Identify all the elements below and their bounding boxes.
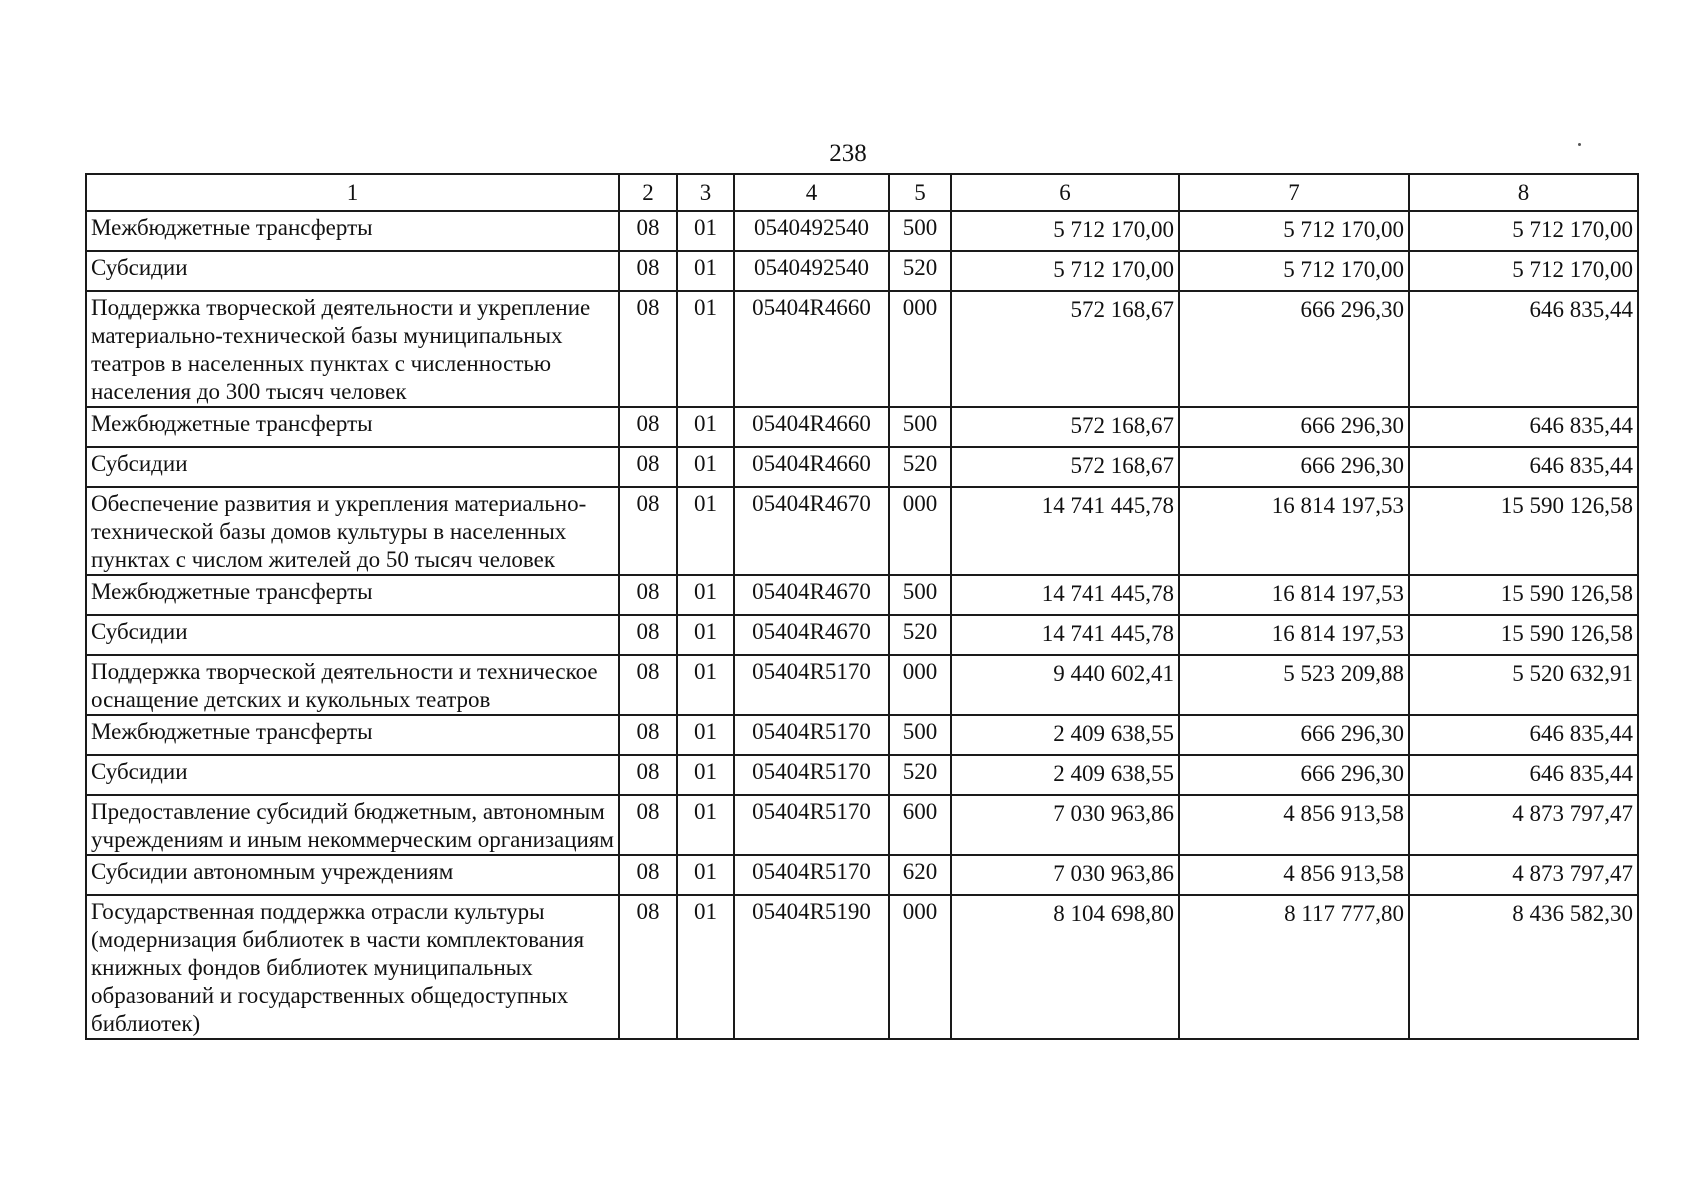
amount-col8-cell: 15 590 126,58	[1409, 487, 1638, 575]
amount-col8-cell: 4 873 797,47	[1409, 855, 1638, 895]
table-row	[86, 447, 1638, 487]
page-number: 238	[829, 140, 867, 167]
amount-col6-cell: 2 409 638,55	[951, 755, 1179, 795]
amount-col7-cell: 666 296,30	[1179, 715, 1409, 755]
amount-col8-cell: 646 835,44	[1409, 447, 1638, 487]
subsection-code-cell: 01	[677, 211, 734, 251]
amount-col6-cell: 572 168,67	[951, 407, 1179, 447]
amount-col6-cell: 14 741 445,78	[951, 575, 1179, 615]
target-article-cell: 05404R4660	[734, 447, 889, 487]
subsection-code-cell: 01	[677, 291, 734, 407]
target-article-cell: 05404R4660	[734, 407, 889, 447]
expense-type-cell: 000	[889, 487, 951, 575]
subsection-code-cell: 01	[677, 575, 734, 615]
section-code-cell: 08	[619, 487, 677, 575]
row-name-cell: Поддержка творческой деятельности и укрепление материально-технической базы муниципальных театров в населенных пунктах с численностью населения до 300 тысяч человек	[86, 291, 619, 407]
subsection-code-cell: 01	[677, 895, 734, 1039]
section-code-cell: 08	[619, 575, 677, 615]
section-code-cell: 08	[619, 895, 677, 1039]
amount-col8-cell: 5 520 632,91	[1409, 655, 1638, 715]
target-article-cell: 05404R5170	[734, 715, 889, 755]
header-row	[86, 174, 1638, 211]
amount-col6-cell: 2 409 638,55	[951, 715, 1179, 755]
table-row	[86, 615, 1638, 655]
table-row	[86, 407, 1638, 447]
subsection-code-cell: 01	[677, 487, 734, 575]
row-name-cell: Предоставление субсидий бюджетным, автономным учреждениям и иным некоммерческим организациям	[86, 795, 619, 855]
amount-col7-cell: 5 712 170,00	[1179, 251, 1409, 291]
subsection-code-cell: 01	[677, 655, 734, 715]
amount-col8-cell: 5 712 170,00	[1409, 251, 1638, 291]
amount-col7-cell: 16 814 197,53	[1179, 615, 1409, 655]
row-name-cell: Межбюджетные трансферты	[86, 211, 619, 251]
table-row	[86, 895, 1638, 1039]
subsection-code-cell: 01	[677, 715, 734, 755]
amount-col6-cell: 9 440 602,41	[951, 655, 1179, 715]
expense-type-cell: 620	[889, 855, 951, 895]
amount-col7-cell: 666 296,30	[1179, 291, 1409, 407]
expense-type-cell: 000	[889, 895, 951, 1039]
amount-col7-cell: 666 296,30	[1179, 407, 1409, 447]
amount-col8-cell: 4 873 797,47	[1409, 795, 1638, 855]
target-article-cell: 05404R5170	[734, 795, 889, 855]
table-row	[86, 251, 1638, 291]
header-cell: 7	[1179, 174, 1409, 211]
subsection-code-cell: 01	[677, 615, 734, 655]
amount-col6-cell: 14 741 445,78	[951, 487, 1179, 575]
amount-col8-cell: 646 835,44	[1409, 715, 1638, 755]
row-name-cell: Межбюджетные трансферты	[86, 715, 619, 755]
row-name-cell: Субсидии автономным учреждениям	[86, 855, 619, 895]
amount-col7-cell: 666 296,30	[1179, 447, 1409, 487]
table-row	[86, 291, 1638, 407]
target-article-cell: 05404R4670	[734, 575, 889, 615]
subsection-code-cell: 01	[677, 447, 734, 487]
row-name-cell: Субсидии	[86, 251, 619, 291]
target-article-cell: 05404R4670	[734, 487, 889, 575]
budget-table	[85, 173, 1639, 1040]
expense-type-cell: 500	[889, 715, 951, 755]
target-article-cell: 05404R5170	[734, 855, 889, 895]
table-row	[86, 755, 1638, 795]
amount-col7-cell: 16 814 197,53	[1179, 575, 1409, 615]
header-cell: 2	[619, 174, 677, 211]
section-code-cell: 08	[619, 795, 677, 855]
amount-col7-cell: 4 856 913,58	[1179, 855, 1409, 895]
table-row	[86, 575, 1638, 615]
table-body	[86, 211, 1638, 1039]
amount-col6-cell: 8 104 698,80	[951, 895, 1179, 1039]
expense-type-cell: 000	[889, 291, 951, 407]
amount-col6-cell: 5 712 170,00	[951, 251, 1179, 291]
amount-col6-cell: 14 741 445,78	[951, 615, 1179, 655]
target-article-cell: 0540492540	[734, 251, 889, 291]
row-name-cell: Межбюджетные трансферты	[86, 575, 619, 615]
amount-col6-cell: 572 168,67	[951, 447, 1179, 487]
expense-type-cell: 520	[889, 447, 951, 487]
row-name-cell: Государственная поддержка отрасли культуры (модернизация библиотек в части комплектования книжных фондов библиотек муниципальных образований и государственных общедоступных библиотек)	[86, 895, 619, 1039]
subsection-code-cell: 01	[677, 407, 734, 447]
section-code-cell: 08	[619, 715, 677, 755]
section-code-cell: 08	[619, 211, 677, 251]
amount-col6-cell: 7 030 963,86	[951, 795, 1179, 855]
target-article-cell: 05404R5170	[734, 655, 889, 715]
row-name-cell: Субсидии	[86, 755, 619, 795]
subsection-code-cell: 01	[677, 251, 734, 291]
target-article-cell: 05404R5190	[734, 895, 889, 1039]
amount-col8-cell: 8 436 582,30	[1409, 895, 1638, 1039]
expense-type-cell: 600	[889, 795, 951, 855]
amount-col6-cell: 7 030 963,86	[951, 855, 1179, 895]
amount-col8-cell: 5 712 170,00	[1409, 211, 1638, 251]
amount-col8-cell: 646 835,44	[1409, 291, 1638, 407]
header-cell: 3	[677, 174, 734, 211]
amount-col8-cell: 646 835,44	[1409, 755, 1638, 795]
expense-type-cell: 500	[889, 407, 951, 447]
target-article-cell: 05404R4660	[734, 291, 889, 407]
header-cell: 5	[889, 174, 951, 211]
amount-col7-cell: 8 117 777,80	[1179, 895, 1409, 1039]
amount-col7-cell: 5 712 170,00	[1179, 211, 1409, 251]
section-code-cell: 08	[619, 615, 677, 655]
header-cell: 1	[86, 174, 619, 211]
subsection-code-cell: 01	[677, 755, 734, 795]
header-cell: 6	[951, 174, 1179, 211]
expense-type-cell: 520	[889, 251, 951, 291]
section-code-cell: 08	[619, 755, 677, 795]
scan-speck	[1578, 143, 1581, 146]
table-row	[86, 655, 1638, 715]
section-code-cell: 08	[619, 655, 677, 715]
amount-col7-cell: 4 856 913,58	[1179, 795, 1409, 855]
section-code-cell: 08	[619, 251, 677, 291]
amount-col8-cell: 646 835,44	[1409, 407, 1638, 447]
amount-col7-cell: 5 523 209,88	[1179, 655, 1409, 715]
section-code-cell: 08	[619, 407, 677, 447]
row-name-cell: Субсидии	[86, 615, 619, 655]
amount-col6-cell: 5 712 170,00	[951, 211, 1179, 251]
table-row	[86, 487, 1638, 575]
table-row	[86, 715, 1638, 755]
target-article-cell: 05404R5170	[734, 755, 889, 795]
section-code-cell: 08	[619, 447, 677, 487]
amount-col6-cell: 572 168,67	[951, 291, 1179, 407]
target-article-cell: 05404R4670	[734, 615, 889, 655]
amount-col8-cell: 15 590 126,58	[1409, 575, 1638, 615]
subsection-code-cell: 01	[677, 795, 734, 855]
section-code-cell: 08	[619, 291, 677, 407]
expense-type-cell: 500	[889, 211, 951, 251]
expense-type-cell: 000	[889, 655, 951, 715]
expense-type-cell: 500	[889, 575, 951, 615]
table-row	[86, 855, 1638, 895]
expense-type-cell: 520	[889, 755, 951, 795]
subsection-code-cell: 01	[677, 855, 734, 895]
header-cell: 4	[734, 174, 889, 211]
amount-col7-cell: 666 296,30	[1179, 755, 1409, 795]
header-cell: 8	[1409, 174, 1638, 211]
amount-col7-cell: 16 814 197,53	[1179, 487, 1409, 575]
target-article-cell: 0540492540	[734, 211, 889, 251]
row-name-cell: Субсидии	[86, 447, 619, 487]
row-name-cell: Поддержка творческой деятельности и техническое оснащение детских и кукольных театров	[86, 655, 619, 715]
table-row	[86, 795, 1638, 855]
row-name-cell: Межбюджетные трансферты	[86, 407, 619, 447]
expense-type-cell: 520	[889, 615, 951, 655]
section-code-cell: 08	[619, 855, 677, 895]
amount-col8-cell: 15 590 126,58	[1409, 615, 1638, 655]
table-row	[86, 211, 1638, 251]
row-name-cell: Обеспечение развития и укрепления материально-технической базы домов культуры в населенных пунктах с числом жителей до 50 тысяч человек	[86, 487, 619, 575]
